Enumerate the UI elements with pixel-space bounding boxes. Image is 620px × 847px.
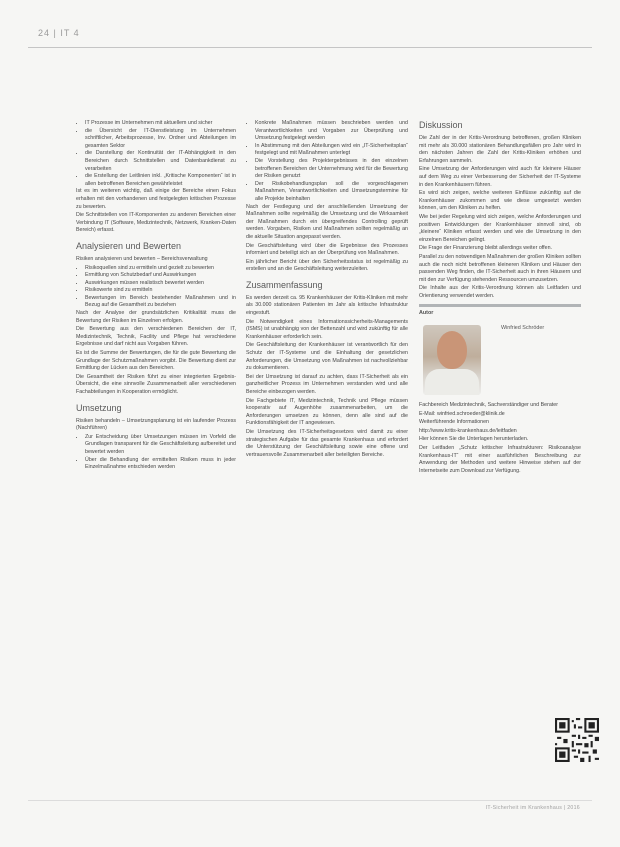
list-item: • Über die Behandlung der ermittelten Risiken muss in jeder Einzelmaßnahme entschieden werden (85, 457, 236, 472)
further-info-label: Weiterführende Informationen (419, 419, 489, 426)
page-number: 24 | IT 4 (38, 28, 80, 38)
paragraph: Nach der Analyse der grundsätzlichen Kritikalität muss die Bewertung der Risiken im Einzelnen erfolgen. (76, 310, 236, 324)
list-item: • Die Vorstellung des Projektergebnisses in den einzelnen betroffenen Bereichen der Unternehmung wird für die Bewertung der Risiken genutzt (255, 158, 408, 181)
list-item: • Zur Entscheidung über Umsetzungen müssen im Vorfeld die Grundlagen transparent für die Geschäftsleitung aufbereitet und bewertet werden (85, 434, 236, 457)
column-2 (246, 120, 408, 460)
section-heading-analyse: Analysieren und Bewerten (76, 240, 182, 251)
paragraph: Wie bei jeder Regelung wird sich zeigen, welche Anforderungen und positiven Entwicklungen der Krankenhäuser sinnvoll sind, ob „kleinere“ Kliniken erfasst werden und wie die Umsetzung in den einzelnen Bereichen gelingt. (419, 213, 581, 243)
column-3 (419, 120, 581, 476)
qr-code-icon[interactable] (555, 718, 599, 762)
author-label: Autor (419, 310, 434, 317)
footer-text: IT-Sicherheit im Krankenhaus | 2016 (485, 805, 580, 811)
bullet-list (76, 120, 236, 188)
header-rule (28, 47, 592, 48)
author-photo-head (437, 331, 467, 369)
info-link[interactable]: http://www.kritis-krankenhaus.de/leitfaden (419, 427, 517, 434)
list-item: • Der Risikobehandlungsplan soll die vorgeschlagenen Maßnahmen, Verantwortlichkeiten und Umsetzungstermine für alle Projekte beinhalten (255, 181, 408, 204)
paragraph: Die Fachgebiete IT, Medizintechnik, Technik und Pflege müssen kooperativ auf Augenhöhe zusammenarbeiten, um die Anforderungen umsetzen zu können, denn alle sind auf die Funktionsfähigkeit der IT angewiesen. (246, 397, 408, 427)
paragraph: Eine Umsetzung der Anforderungen wird auch für kleinere Häuser auf dem Weg zu einer Verbesserung der Sicherheit der IT-Systeme in den Krankenhäusern führen. (419, 166, 581, 188)
paragraph: Es werden derzeit ca. 95 Krankenhäuser der Kritis-Kliniken mit mehr als 30.000 stationären Patienten im Jahr als kritische Infrastruktur eingestuft. (246, 294, 408, 317)
bullet-list (76, 265, 236, 311)
list-item: • Ermittlung von Schutzbedarf und Auswirkungen (85, 272, 236, 280)
author-row (419, 322, 581, 402)
paragraph: Die Geschäftsleitung wird über die Ergebnisse des Prozesses informiert und beteiligt sich an der Überprüfung von Maßnahmen. (246, 242, 408, 257)
paragraph: Ein jährlicher Bericht über den Sicherheitsstatus ist regelmäßig zu erstellen und an die Geschäftsleitung weiterzuleiten. (246, 258, 408, 273)
paragraph: Die Umsetzung des IT-Sicherheitsgesetzes wird damit zu einer strategischen Aufgabe für das gesamte Krankenhaus und erfordert die Unterstützung der Geschäftsleitung sowie eine offene und vertrauensvolle Zusammenarbeit aller beteiligten Bereiche. (246, 428, 408, 458)
author-name: Winfried Schröder (501, 325, 545, 332)
section-heading-diskussion: Diskussion (419, 120, 463, 130)
section-heading-zusammenfassung: Zusammenfassung (246, 279, 323, 290)
author-email[interactable]: E-Mail: winfried.schroeder@klinik.de (419, 410, 505, 417)
list-item: • Bewertungen im Bereich bestehender Maßnahmen und in Bezug auf die Gesamtheit zu beziehen (85, 295, 236, 310)
paragraph: Der Leitfaden „Schutz kritischer Infrastrukturen: Risikoanalyse Krankenhaus-IT“ mit einer ausführlichen Beschreibung zur Anwendung der Methoden und weitere Hinweise stehen auf der Internetseite zum Download zur Verfügung. (419, 445, 581, 474)
section-heading-umsetzung: Umsetzung (76, 402, 122, 413)
author-photo-shirt (425, 369, 479, 395)
list-item: • In Abstimmung mit den Abteilungen wird ein „IT-Sicherheitsplan“ festgelegt und mit Maßnahmen unterlegt (255, 143, 408, 158)
paragraph: Nach der Festlegung und der anschließenden Umsetzung der Maßnahmen sollte regelmäßig die Umsetzung und die Wirksamkeit der Maßnahmen durch ein übergreifendes Controlling geprüft werden. Vorgaben, Risiken und Maßnahmen sollten regelmäßig an die aktuelle Situation angepasst werden. (246, 203, 408, 240)
author-box (419, 304, 581, 475)
paragraph: Die Schnittstellen von IT-Komponenten zu anderen Bereichen einer Verbindung IT (Software, Medizintechnik, Netzwerk, Kranken-Daten Bereich) erfasst. (76, 212, 236, 234)
paragraph: Die Geschäftsleitung der Krankenhäuser ist verantwortlich für den Schutz der IT-Systeme und die Einhaltung der gesetzlichen Anforderungen, die Umsetzung von Maßnahmen ist nachvollziehbar zu dokumentieren. (246, 342, 408, 372)
paragraph: Risiken analysieren und bewerten – Bereichsverwaltung (76, 255, 208, 262)
author-role: Fachbereich Medizintechnik, Sachverständiger und Berater (419, 402, 558, 409)
list-item: • die Darstellung der Kontinuität der IT-Abhängigkeit in den Bereichen durch Schnittstellen und Datenbankdienst zu verarbeiten (85, 150, 236, 173)
paragraph: Die Zahl der in der Kritis-Verordnung betroffenen, großen Kliniken mit mehr als 30.000 stationären Behandlungsfällen pro Jahr wird in den nächsten Jahren die Zahl der Kritis-Kliniken erhöhen und Erfahrungen sammeln. (419, 135, 581, 164)
list-item: • Risikowerte sind zu ermitteln (85, 287, 236, 295)
paragraph: Es wird sich zeigen, welche weiteren Einflüsse zukünftig auf die Krankenhäuser zukommen und wie diese umgesetzt werden können, um den Kliniken zu helfen. (419, 190, 581, 212)
column-1 (76, 120, 236, 472)
list-item: • Auswirkungen müssen realistisch bewertet werden (85, 280, 236, 288)
list-item: • Konkrete Maßnahmen müssen beschrieben werden und Verantwortlichkeiten und Vorgaben zur Überprüfung und Umsetzung festgelegt werden (255, 120, 408, 143)
paragraph: Risiken behandeln – Umsetzungsplanung ist ein laufender Prozess (Nachführen) (76, 417, 236, 432)
list-item: • die Erstellung der Leitlinien inkl. „Kritische Komponenten“ ist in allen betroffenen Bereichen gewährleistet (85, 173, 236, 188)
paragraph: Es ist die Summe der Bewertungen, die für die gute Bewertung die Grundlage der Schutzmaßnahmen vorgibt. Die Bewertung dient zur Ermittlung der Lücken aus den Bereichen. (76, 350, 236, 372)
paragraph: Bei der Umsetzung ist darauf zu achten, dass IT-Sicherheit als ein ganzheitlicher Prozess im Unternehmen verstanden wird und alle Bereiche einbezogen werden. (246, 373, 408, 395)
paragraph: Die Notwendigkeit eines Informationssicherheits-Managements (ISMS) ist unabhängig von der Bettenzahl und wird zukünftig für alle Krankenhäuser erforderlich sein. (246, 318, 408, 340)
paragraph: Parallel zu den notwendigen Maßnahmen der großen Kliniken sollten auch die noch nicht betroffenen kleineren Kliniken und Häuser den passenden Weg finden, die IT-Sicherheit auch in ihren Häusern und mit den zur Verfügung stehenden Ressourcen umzusetzen. (419, 253, 581, 283)
bullet-list (246, 120, 408, 204)
bullet-list (76, 434, 236, 472)
paragraph: Die Bewertung aus den verschiedenen Bereichen der IT, Medizintechnik, Technik, Facility und Pflege hat verschiedene Ergebnisse und darf nicht aus Vorgaben führen. (76, 326, 236, 348)
paragraph: Die Gesamtheit der Risiken führt zu einer integrierten Ergebnis-Übersicht, die eine sinnvolle Zusammenarbeit aller verschiedenen Fachabteilungen in Kooperation ermöglicht. (76, 373, 236, 395)
paragraph: Ist es im weiteren wichtig, daß einige der Bereiche einen Fokus erhalten mit den vorhandenen und festgelegten kritischen Prozesse zu bewerten. (76, 188, 236, 210)
list-item: • Risikoquellen sind zu ermitteln und gezielt zu bewerten (85, 265, 236, 273)
paragraph: Die Frage der Finanzierung bleibt allerdings weiter offen. (419, 245, 552, 252)
list-item: • IT Prozesse im Unternehmen mit aktuellem und sicher (85, 120, 236, 128)
link-note: Hier können Sie die Unterlagen herunterladen. (419, 436, 529, 443)
paragraph: Die Inhalte aus der Kritis-Verordnung können als Leitfaden und Orientierung verwendet werden. (419, 285, 581, 299)
footer-rule (28, 800, 592, 801)
author-photo (423, 325, 481, 395)
list-item: • die Übersicht der IT-Dienstleistung im Unternehmen schriftlicher, Arbeitsprozesse, Inv. Ordner und Abteilungen im gesamten Sektor (85, 128, 236, 151)
